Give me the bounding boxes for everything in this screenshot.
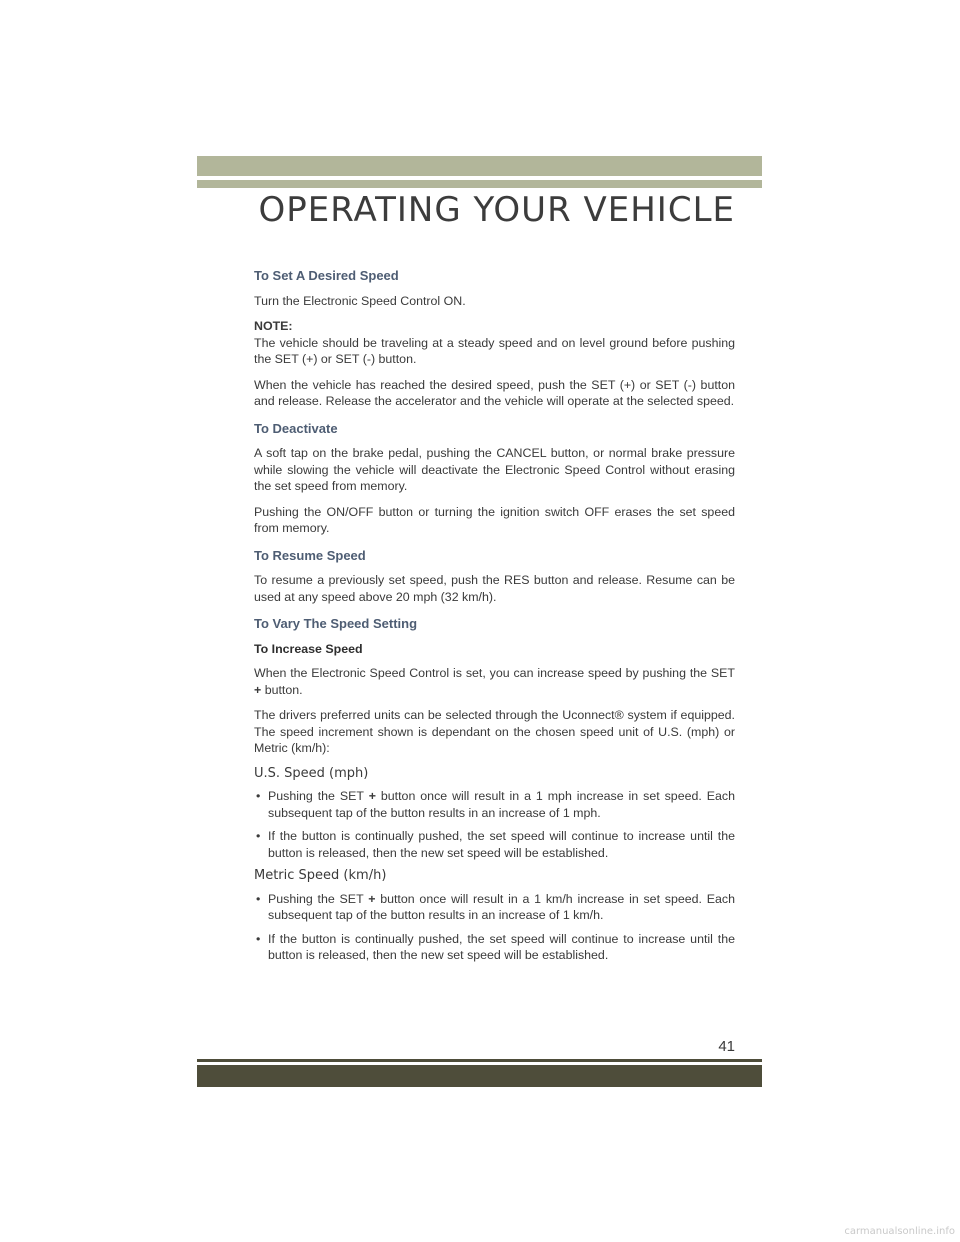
text-run: Pushing the SET bbox=[268, 891, 369, 906]
heading-us-speed: U.S. Speed (mph) bbox=[254, 765, 369, 781]
paragraph: A soft tap on the brake pedal, pushing the CANCEL button, or normal brake pressure while slowing the vehicle will deactivate the Electronic Speed Control without erasing the set speed from memory. bbox=[254, 446, 735, 493]
plus-glyph: + bbox=[368, 891, 376, 906]
paragraph: Pushing the ON/OFF button or turning the ignition switch OFF erases the set speed from memory. bbox=[254, 504, 735, 535]
bullet-icon: • bbox=[256, 931, 261, 946]
heading-resume: To Resume Speed bbox=[254, 547, 366, 563]
bullet-icon: • bbox=[256, 789, 261, 803]
bullet-icon: • bbox=[256, 891, 261, 906]
paragraph: Turn the Electronic Speed Control ON. bbox=[254, 293, 466, 308]
footer-line bbox=[197, 1059, 762, 1062]
text-run: button once will result in a 1 km/h increase in set speed. Each subsequent tap of the button results in an increase of 1 km/h. bbox=[268, 891, 735, 922]
header-band-thin bbox=[197, 180, 762, 188]
page-number: 41 bbox=[718, 1038, 735, 1055]
heading-metric-speed: Metric Speed (km/h) bbox=[254, 868, 387, 883]
footer-band bbox=[197, 1065, 762, 1087]
list-item bbox=[254, 788, 735, 821]
bullet-icon: • bbox=[256, 829, 261, 843]
text-run: button once will result in a 1 mph increase in set speed. Each subsequent tap of the button results in an increase of 1 mph. bbox=[268, 789, 735, 820]
paragraph: When the vehicle has reached the desired speed, push the SET (+) or SET (-) button and release. Release the accelerator and the vehicle will operate at the selected speed. bbox=[254, 377, 735, 408]
heading-deactivate: To Deactivate bbox=[254, 420, 338, 436]
text-run: When the Electronic Speed Control is set, you can increase speed by pushing the SET bbox=[254, 666, 735, 680]
text-run: button. bbox=[261, 682, 303, 697]
text-run: If the button is continually pushed, the set speed will continue to increase until the button is released, then the new set speed will be established. bbox=[268, 829, 735, 860]
paragraph: To resume a previously set speed, push the RES button and release. Resume can be used at any speed above 20 mph (32 km/h). bbox=[254, 573, 735, 604]
section-title: OPERATING YOUR VEHICLE bbox=[258, 190, 735, 230]
note-label: NOTE: bbox=[254, 319, 293, 333]
note-text: The vehicle should be traveling at a steady speed and on level ground before pushing the SET (+) or SET (-) button. bbox=[254, 335, 735, 366]
page-content bbox=[254, 268, 735, 971]
paragraph: The drivers preferred units can be selected through the Uconnect® system if equipped. The speed increment shown is dependant on the chosen speed unit of U.S. (mph) or Metric (km/h): bbox=[254, 708, 735, 755]
metric-speed-list bbox=[254, 891, 735, 964]
heading-vary: To Vary The Speed Setting bbox=[254, 616, 418, 631]
subheading-increase: To Increase Speed bbox=[254, 641, 363, 656]
us-speed-list bbox=[254, 788, 735, 861]
list-item bbox=[254, 931, 735, 964]
heading-set-speed: To Set A Desired Speed bbox=[254, 268, 399, 283]
list-item bbox=[254, 828, 735, 861]
list-item bbox=[254, 891, 735, 924]
note bbox=[254, 318, 735, 368]
paragraph bbox=[254, 665, 735, 698]
plus-glyph: + bbox=[254, 682, 262, 697]
watermark[interactable]: carmanualsonline.info bbox=[844, 1226, 955, 1237]
text-run: If the button is continually pushed, the set speed will continue to increase until the button is released, then the new set speed will be established. bbox=[268, 931, 735, 962]
text-run: Pushing the SET bbox=[268, 789, 369, 803]
header-band bbox=[197, 156, 762, 176]
plus-glyph: + bbox=[368, 789, 376, 803]
